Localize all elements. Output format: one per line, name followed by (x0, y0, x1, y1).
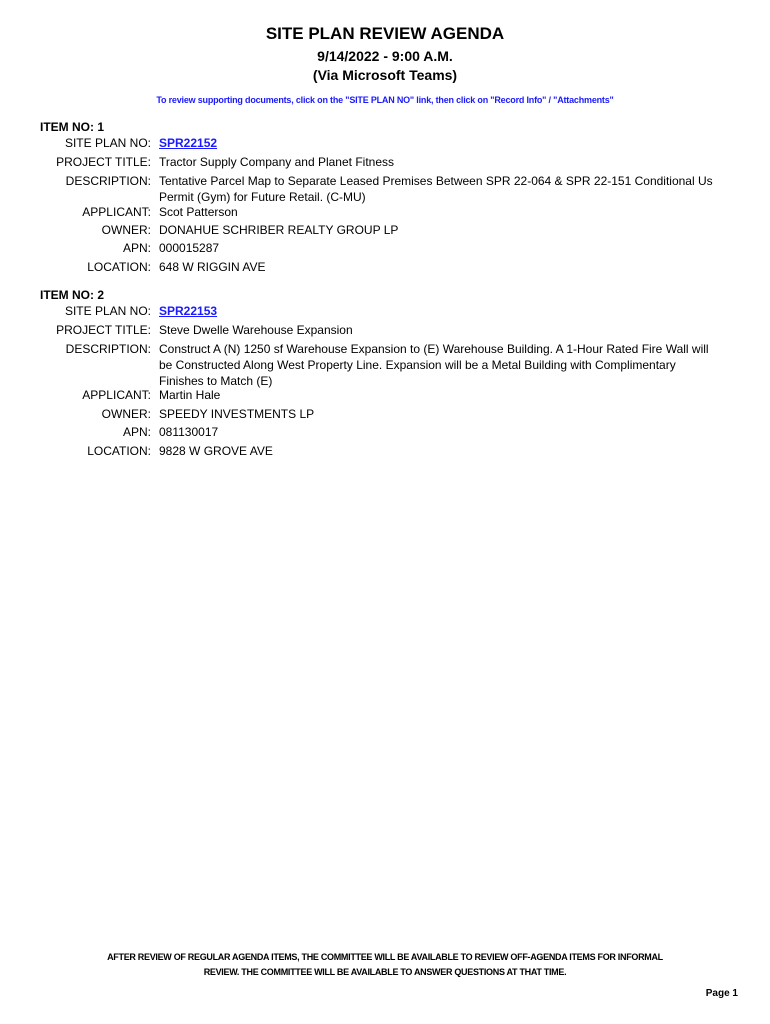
footer-line: AFTER REVIEW OF REGULAR AGENDA ITEMS, THE COMMITTEE WILL BE AVAILABLE TO REVIEW OFF-AGENDA ITEMS FOR INFORMAL (107, 952, 663, 962)
agenda-title: SITE PLAN REVIEW AGENDA (265, 24, 505, 43)
location-label: LOCATION: (87, 444, 151, 458)
item-number: 2 (97, 288, 105, 302)
location-value: 9828 W GROVE AVE (159, 444, 273, 458)
apn-label: APN: (122, 425, 151, 439)
meeting-date-time: 9/14/2022 - 9:00 A.M. (317, 48, 453, 64)
meeting-venue: (Via Microsoft Teams) (312, 67, 458, 83)
apn-value: 081130017 (159, 425, 219, 439)
description-line: Construct A (N) 1250 sf Warehouse Expansion to (E) Warehouse Building. A 1-Hour Rated Fire Wall will (159, 342, 709, 356)
description-line: be Constructed Along West Property Line. Expansion will be a Metal Building with Complimentary (159, 358, 676, 372)
page-number: Page 1 (705, 988, 738, 999)
item-heading (40, 120, 104, 134)
apn-label: APN: (122, 241, 151, 255)
applicant-label: APPLICANT: (82, 388, 151, 402)
description-line: Tentative Parcel Map to Separate Leased Premises Between SPR 22-064 & SPR 22-151 Conditional Us (159, 174, 713, 188)
project-title-label: PROJECT TITLE: (56, 323, 151, 337)
location-value: 648 W RIGGIN AVE (159, 260, 266, 274)
owner-label: OWNER: (101, 223, 151, 237)
footer-line: REVIEW. THE COMMITTEE WILL BE AVAILABLE TO ANSWER QUESTIONS AT THAT TIME. (203, 967, 567, 977)
site-plan-link[interactable]: SPR22153 (159, 304, 218, 318)
description-label: DESCRIPTION: (65, 342, 151, 356)
description-line: Finishes to Match (E) (159, 374, 273, 388)
applicant-value: Martin Hale (159, 388, 221, 402)
item-number: 1 (97, 120, 105, 134)
applicant-label: APPLICANT: (82, 205, 151, 219)
item-heading (40, 288, 104, 302)
owner-label: OWNER: (101, 407, 151, 421)
project-title-value: Steve Dwelle Warehouse Expansion (159, 323, 353, 337)
project-title-label: PROJECT TITLE: (56, 155, 151, 169)
description-line: Permit (Gym) for Future Retail. (C-MU) (159, 190, 366, 204)
owner-value: SPEEDY INVESTMENTS LP (159, 407, 315, 421)
owner-value: DONAHUE SCHRIBER REALTY GROUP LP (159, 223, 399, 237)
item-no-label: ITEM NO: (40, 120, 94, 134)
footer-note (0, 950, 770, 980)
apn-value: 000015287 (159, 241, 220, 255)
instructions-note: To review supporting documents, click on the "SITE PLAN NO" link, then click on "Record Info" / "Attachments" (156, 95, 614, 105)
site-plan-link[interactable]: SPR22152 (159, 136, 218, 150)
description-label: DESCRIPTION: (65, 174, 151, 188)
location-label: LOCATION: (87, 260, 151, 274)
project-title-value: Tractor Supply Company and Planet Fitness (159, 155, 395, 169)
site-plan-no-label: SITE PLAN NO: (64, 304, 151, 318)
item-no-label: ITEM NO: (40, 288, 94, 302)
applicant-value: Scot Patterson (159, 205, 238, 219)
site-plan-no-label: SITE PLAN NO: (64, 136, 151, 150)
